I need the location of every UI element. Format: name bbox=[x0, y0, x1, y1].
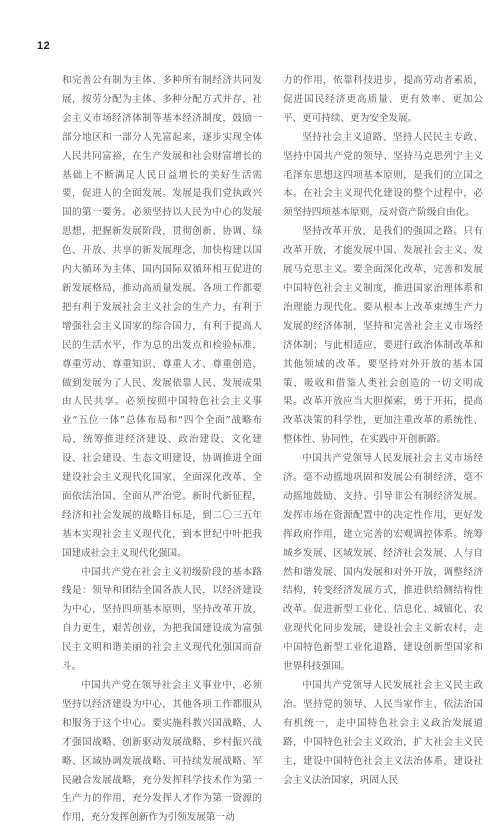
paragraph: 中国共产党领导人民发展社会主义民主政治。坚持党的领导、人民当家作主、依法治国有机统一，走中国特色社会主义政治发展道路，中国特色社会主义政治，扩大社会主义民主，建设中国特色社会主义法治体系，建设社会主义法治国家，巩固人民 bbox=[283, 680, 483, 786]
page-number: 12 bbox=[37, 40, 51, 52]
paragraph: 和完善公有制为主体、多种所有制经济共同发展，按劳分配为主体、多种分配方式并存，社会主义市场经济体制等基本经济制度，鼓励一部分地区和一部分人先富起来，逐步实现全体人民共同富裕，在生产发展和社会财富增长的基础上不断满足人民日益增长的美好生活需要，促进人的全面发展。发展是我们党执政兴国的第一要务。必须坚持以人民为中心的发展思想，把握新发展阶段，贯彻创新、协调、绿色、开放、共享的新发展理念，加快构建以国内大循环为主体、国内国际双循环相互促进的新发展格局，推动高质量发展。各项工作都要把有利于发展社会主义社会的生产力，有利于增强社会主义国家的综合国力，有利于提高人民的生活水平，作为总的出发点和检验标准，尊重劳动、尊重知识、尊重人才、尊重创造，做到发展为了人民、发展依靠人民、发展成果由人民共享。必须按照中国特色社会主义事业“五位一体”总体布局和“四个全面”战略布局，统筹推进经济建设、政治建设、文化建设、社会建设、生态文明建设，协调推进全面建设社会主义现代化国家、全面深化改革、全面依法治国、全面从严治党。新时代新征程，经济和社会发展的战略目标是，到二〇三五年基本实现社会主义现代化，到本世纪中叶把我国建成社会主义现代化强国。 bbox=[62, 75, 262, 559]
paragraph: 中国共产党在领导社会主义事业中，必须坚持以经济建设为中心，其他各项工作都服从和服务于这个中心。要实施科教兴国战略、人才强国战略、创新驱动发展战略、乡村振兴战略、区域协调发展战略、可持续发展战略、军民融合发展战略，充分发挥科学技术作为第一生产力的作用，充分发挥人才作为第一资源的作用，充分发挥创新作为引领发展第一动 bbox=[62, 680, 262, 824]
paragraph: 中国共产党在社会主义初级阶段的基本路线是：领导和团结全国各族人民，以经济建设为中心，坚持四项基本原则，坚持改革开放，自力更生，艰苦创业，为把我国建设成为富强民主文明和谐美丽的社会主义现代化强国而奋斗。 bbox=[62, 566, 262, 673]
right-text-column bbox=[283, 72, 483, 790]
paragraph: 坚持改革开放，是我们的强国之路。只有改革开放，才能发展中国、发展社会主义、发展马克思主义。要全面深化改革，完善和发展中国特色社会主义制度，推进国家治理体系和治理能力现代化。要从根本上改革束缚生产力发展的经济体制，坚持和完善社会主义市场经济体制；与此相适应，要进行政治体制改革和其他领域的改革。要坚持对外开放的基本国策，吸收和借鉴人类社会创造的一切文明成果。改革开放应当大胆探索，勇于开拓，提高改革决策的科学性，更加注重改革的系统性、整体性、协同性，在实践中开创新路。 bbox=[283, 226, 483, 446]
paragraph: 坚持社会主义道路、坚持人民民主专政、坚持中国共产党的领导、坚持马克思列宁主义毛泽东思想这四项基本原则，是我们的立国之本。在社会主义现代化建设的整个过程中，必须坚持四项基本原则，反对资产阶级自由化。 bbox=[283, 131, 483, 219]
paragraph: 中国共产党领导人民发展社会主义市场经济。毫不动摇地巩固和发展公有制经济，毫不动摇地鼓励、支持、引导非公有制经济发展。发挥市场在资源配置中的决定性作用，更好发挥政府作用，建立完善的宏观调控体系。统筹城乡发展、区域发展、经济社会发展、人与自然和谐发展、国内发展和对外开放，调整经济结构，转变经济发展方式，推进供给侧结构性改革。促进新型工业化、信息化、城镇化、农业现代化同步发展，建设社会主义新农村，走中国特色新型工业化道路，建设创新型国家和世界科技强国。 bbox=[283, 453, 483, 673]
left-text-column bbox=[62, 72, 262, 828]
paragraph: 力的作用，依靠科技进步，提高劳动者素质，促进国民经济更高质量、更有效率、更加公平、更可持续、更为安全发展。 bbox=[283, 75, 483, 124]
